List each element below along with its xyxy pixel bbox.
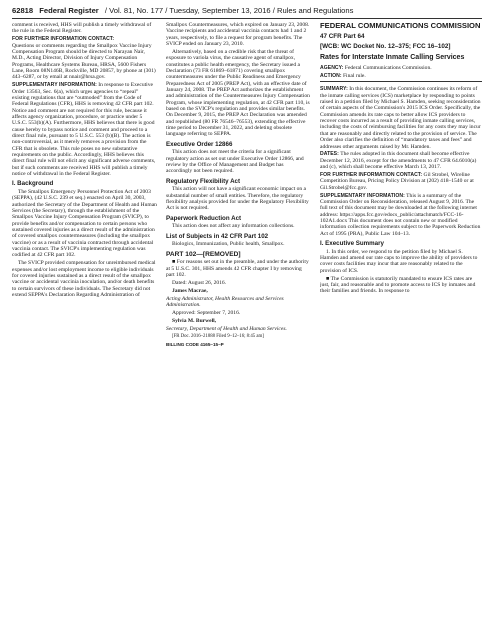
approved-line: Approved: September 7, 2016. xyxy=(172,309,241,316)
section-heading: Paperwork Reduction Act xyxy=(166,214,242,222)
signer-title: Acting Administrator, Health Resources and Services Administration. xyxy=(166,295,284,309)
section-heading: Regulatory Flexibility Act xyxy=(166,177,241,185)
divider xyxy=(320,81,482,82)
supplementary-text: In response to Executive Order 13563, Sec. 6(a), which urges agencies to “repeal” existing regulations that are “outmoded” from the Code of Federal Regulations (CFR), HHS is removing 42 CFR part 102. Notice and comment are not required for this rule, because it affects agency organization, procedure, or practice under 5 U.S.C. 553(b)(A). Furthermore, HHS believes that there is good cause hereby to bypass notice and comment and proceed to a direct final rule, pursuant to 5 U.S.C. 553 (b)(B). The action is non-controversial, as it merely removes a provision from the CFR that is obsolete. This rule poses no new substantive requirements on the public. Accordingly, HHS believes this direct final rule will not elicit any significant adverse comments, but if such comments are received HHS will publish a timely notice of withdrawal in the Federal Register. xyxy=(12,82,156,178)
paragraph: comment is received, HHS will publish a timely withdrawal of the rule in the Federal Register. xyxy=(12,22,152,35)
contact-text: Questions or comments regarding the Smallpox Vaccine Injury Compensation Program should be directed to Narayan Nair, M.D., Acting Director, Division of Injury Compensation Programs, Healthcare Systems Bureau, HRSA, 5600 Fishers Lane, Room 08N146B, Rockville, MD 20857, by phone at (301) 443–6287, or by email at nnair@hrsa.gov. xyxy=(12,42,156,81)
agency-section: AGENCY: Federal Communications Commission. xyxy=(320,65,432,72)
signer-name: Sylvia M. Burwell, xyxy=(172,317,217,324)
section-heading: I. Executive Summary xyxy=(320,240,384,248)
paragraph: ■ For reasons set out in the preamble, and under the authority at 5 U.S.C. 301, HHS amends 42 CFR chapter I by removing part 102. xyxy=(166,259,309,278)
paragraph: 1. In this order, we respond to the petition filed by Michael S. Hamden and amend our rate caps to improve the ability of providers to cover costs facilities may incur that are reasonably related to the provision of ICS. xyxy=(320,248,478,274)
paragraph: This action will not have a significant economic impact on a substantial number of small entities. Therefore, the regulatory flexibility analysis provided for under the Regulatory Flexibility Act is not required. xyxy=(166,186,309,212)
signer-name: James Macrae, xyxy=(172,287,208,294)
section-heading: List of Subjects in 42 CFR Part 102 xyxy=(166,232,269,240)
signer-title: Secretary, Department of Health and Human Services. xyxy=(166,325,287,332)
supplementary-section xyxy=(12,82,157,177)
column-3 xyxy=(320,22,482,635)
section-label: FOR FURTHER INFORMATION CONTACT: xyxy=(12,36,115,43)
paragraph: This action does not affect any information collections. xyxy=(172,223,295,230)
cfr-part: 47 CFR Part 64 xyxy=(320,32,365,40)
part-heading: PART 102—[REMOVED] xyxy=(166,250,241,258)
agency-name: FEDERAL COMMUNICATIONS COMMISSION xyxy=(320,22,481,30)
docket-number: [WCB: WC Docket No. 12–375; FCC 16–102] xyxy=(320,42,451,50)
paragraph: Smallpox Countermeasures, which expired on January 23, 2008. Vaccine recipients and accidental vaccinia contacts had 1 and 2 years, respectively, to file a request for program benefits. The SVICP ended on January 23, 2010. xyxy=(166,22,310,48)
paragraph: ■ The Commission is statutorily mandated to ensure ICS rates are just, fair, and reasonable and to promote access to ICS by inmates and their families and friends. In response to xyxy=(320,275,476,295)
dated-line: Dated: August 26, 2016. xyxy=(172,279,227,286)
action-section: ACTION: Final rule. xyxy=(320,73,366,80)
dates-section: DATES: The rules adopted in this document shall become effective December 12, 2016, except for the amendments to 47 CFR 64.6010(a) and (c), which shall become effective March 13, 2017. xyxy=(320,151,477,171)
rule-title: Rates for Interstate Inmate Calling Services xyxy=(320,54,465,62)
paragraph: Biologics, Immunization, Public health, Smallpox. xyxy=(172,241,285,248)
contact-section xyxy=(12,36,157,80)
paragraph: The Smallpox Emergency Personnel Protection Act of 2003 (SEPPA), (42 U.S.C. 239 et seq.) enacted on April 30, 2003, authorized the Secretary of the Department of Health and Human Services (the Secretary), through the establishment of the Smallpox Vaccine Injury Compensation Program (SVICP), to provide benefits and/or compensation to certain persons who sustained covered injuries as a direct result of the administration of covered smallpox countermeasures (including the smallpox vaccine) or as a result of vaccinia contracted through accidental vaccinia contact. The SVICP's implementing regulation was codified at 42 CFR part 102. xyxy=(12,189,157,259)
section-heading: Executive Order 12866 xyxy=(166,140,233,148)
supplementary-section: SUPPLEMENTARY INFORMATION: This is a summary of the Commission Order on Reconsideration, released August 9, 2016. The full text of this document may be downloaded at the following internet address: https://apps.fcc.gov/edocs_public/attachmatch/FCC-16-102A1.docx This document does not contain new or modified information collection requirements subject to the Paperwork Reduction Act of 1995 (PRA), Public Law 104–13. xyxy=(320,192,481,237)
paragraph: This action does not meet the criteria for a significant regulatory action as set out under Executive Order 12866, and review by the Office of Management and Budget has accordingly not been required. xyxy=(166,149,304,175)
contact-section: FOR FURTHER INFORMATION CONTACT: Gil Strobel, Wireline Competition Bureau, Pricing Policy Division at (202) 418–1540 or at Gil.Strobel@fcc.gov. xyxy=(320,172,474,191)
issue-info: / Vol. 81, No. 177 / Tuesday, September 13, 2016 / Rules and Regulations xyxy=(104,6,354,15)
page-header xyxy=(12,6,482,19)
column-1 xyxy=(12,22,157,635)
section-heading: I. Background xyxy=(12,180,54,188)
journal-name: Federal Register xyxy=(39,6,99,15)
paragraph: Alternatively, based on a credible risk that the threat of exposure to variola virus, the causative agent of smallpox, constitutes a public health emergency, the Secretary issued a Declaration (73 FR 61869–61871) covering smallpox countermeasures under the Public Readiness and Emergency Preparedness Act of 2005 (PREP Act), with an effective date of January 24, 2008. The PREP Act authorizes the establishment and administration of the Countermeasures Injury Compensation Program, whose implementing regulation, at 42 CFR part 110, is based on the SVICP's regulation and provides similar benefits. On December 9, 2015, the PREP Act Declaration was amended and republished (80 FR 76546–76553), extending the effective time period to December 31, 2022, and deleting obsolete language referring to SEPPA. xyxy=(166,48,310,138)
section-label: SUPPLEMENTARY INFORMATION: xyxy=(12,82,97,89)
summary-section: SUMMARY: In this document, the Commission continues its reform of the inmate calling services (ICS) marketplace by responding to points raised in a petition filed by Michael S. Hamden, seeking reconsideration of certain aspects of the Commission's 2015 ICS Order. Specifically, the Commission amends its rate caps to better allow ICS providers to recover costs incurred as a result of providing inmate calling services, including the costs of reimbursing facilities for any costs they may incur that are reasonably and directly related to the provision of service. The Order also clarifies the definition of “mandatory taxes and fees” and addresses other arguments raised by Mr. Hamden. xyxy=(320,86,481,150)
fr-doc-line: [FR Doc. 2016–21888 Filed 9–12–16; 8:45 am] xyxy=(172,333,264,339)
column-2 xyxy=(166,22,311,635)
billing-code: BILLING CODE 4165–15–P xyxy=(166,341,224,347)
paragraph: The SVICP provided compensation for unreimbursed medical expenses and/or lost employment income to eligible individuals for covered injuries sustained as a direct result of the smallpox vaccine or accidental vaccinia inoculation, and/or death benefits to certain survivors of these individuals. The Secretary did not extend SEPPA's Declaration Regarding Administration of xyxy=(12,260,156,299)
page-number: 62818 xyxy=(12,6,34,15)
